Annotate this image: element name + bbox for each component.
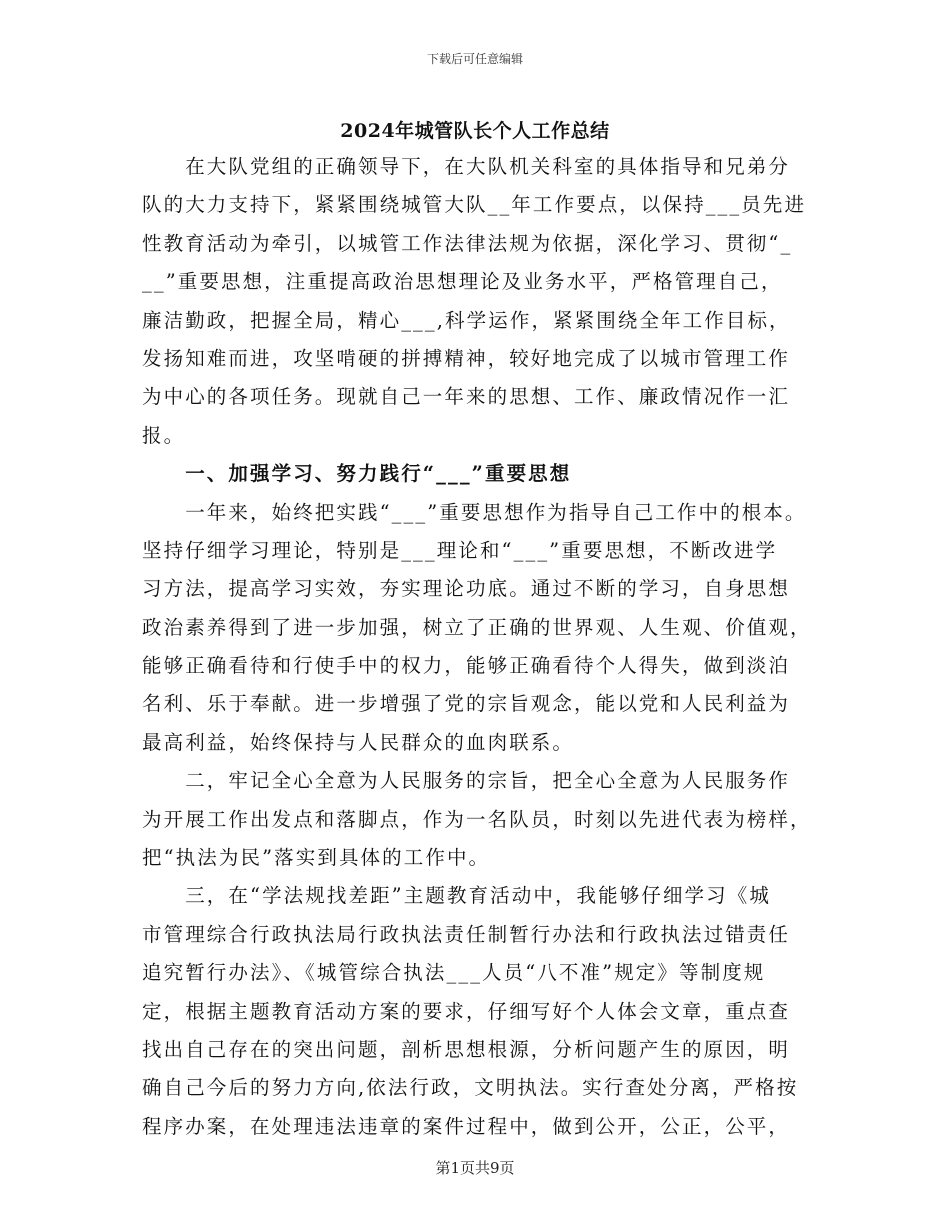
paragraph-line: 队的大力支持下，紧紧围绕城管大队__年工作要点，以保持___员先进 (142, 193, 807, 217)
document-body (142, 148, 810, 1146)
section-heading: 一、加强学习、努力践行“___”重要思想 (142, 462, 572, 486)
paragraph-line: 最高利益，始终保持与人民群众的血肉联系。 (142, 730, 575, 754)
paragraph-line: 二，牢记全心全意为人民服务的宗旨，把全心全意为人民服务作 (142, 769, 791, 793)
paragraph-line: 廉洁勤政，把握全局，精心___,科学运作，紧紧围绕全年工作目标， (142, 308, 791, 332)
paragraph-line: 发扬知难而进，攻坚啃硬的拼搏精神，较好地完成了以城市管理工作 (142, 346, 791, 370)
page-footer-number: 第1页共9页 (435, 1159, 515, 1177)
paragraph-line: 市管理综合行政执法局行政执法责任制暂行办法和行政执法过错责任 (142, 922, 791, 946)
paragraph-line: 一年来，始终把实践“___”重要思想作为指导自己工作中的根本。 (142, 500, 807, 524)
paragraph-line: 为开展工作出发点和落脚点，作为一名队员，时刻以先进代表为榜样， (142, 807, 812, 831)
paragraph-line: 报。 (142, 423, 186, 447)
paragraph-line: 找出自己存在的突出问题，剖析思想根源，分析问题产生的原因，明 (142, 1037, 791, 1061)
paragraph-line: 性教育活动为牵引，以城管工作法律法规为依据，深化学习、贯彻“_ (142, 231, 793, 255)
document-title: 2024年城管队长个人工作总结 (340, 120, 610, 142)
paragraph-line: 确自己今后的努力方向,依法行政，文明执法。实行查处分离，严格按 (142, 1076, 799, 1100)
paragraph-line: 为中心的各项任务。现就自己一年来的思想、工作、廉政情况作一汇 (142, 385, 791, 409)
paragraph-line: 在大队党组的正确领导下，在大队机关科室的具体指导和兄弟分 (142, 155, 791, 178)
paragraph-line: 坚持仔细学习理论，特别是___理论和“___”重要思想，不断改进学 (142, 538, 778, 562)
paragraph-line: __”重要思想，注重提高政治思想理论及业务水平，严格管理自己， (142, 270, 783, 294)
paragraph-line: 政治素养得到了进一步加强，树立了正确的世界观、人生观、价值观， (142, 615, 812, 639)
paragraph-line: 名利、乐于奉献。进一步增强了党的宗旨观念，能以党和人民利益为 (142, 692, 791, 716)
paragraph-line: 能够正确看待和行使手中的权力，能够正确看待个人得失，做到淡泊 (142, 654, 791, 678)
paragraph-line: 定，根据主题教育活动方案的要求，仔细写好个人体会文章，重点查 (142, 999, 791, 1023)
paragraph-line: 习方法，提高学习实效，夯实理论功底。通过不断的学习，自身思想 (142, 577, 791, 601)
paragraph-line: 把“执法为民”落实到具体的工作中。 (142, 846, 491, 870)
paragraph-line: 追究暂行办法》、《城管综合执法___人员“八不准”规定》等制度规 (142, 961, 766, 985)
paragraph-line: 三，在“学法规找差距”主题教育活动中，我能够仔细学习《城 (142, 884, 771, 908)
paragraph-line: 程序办案，在处理违法违章的案件过程中，做到公开，公正，公平， (142, 1114, 791, 1138)
page-header-note: 下载后可任意编辑 (426, 52, 523, 66)
